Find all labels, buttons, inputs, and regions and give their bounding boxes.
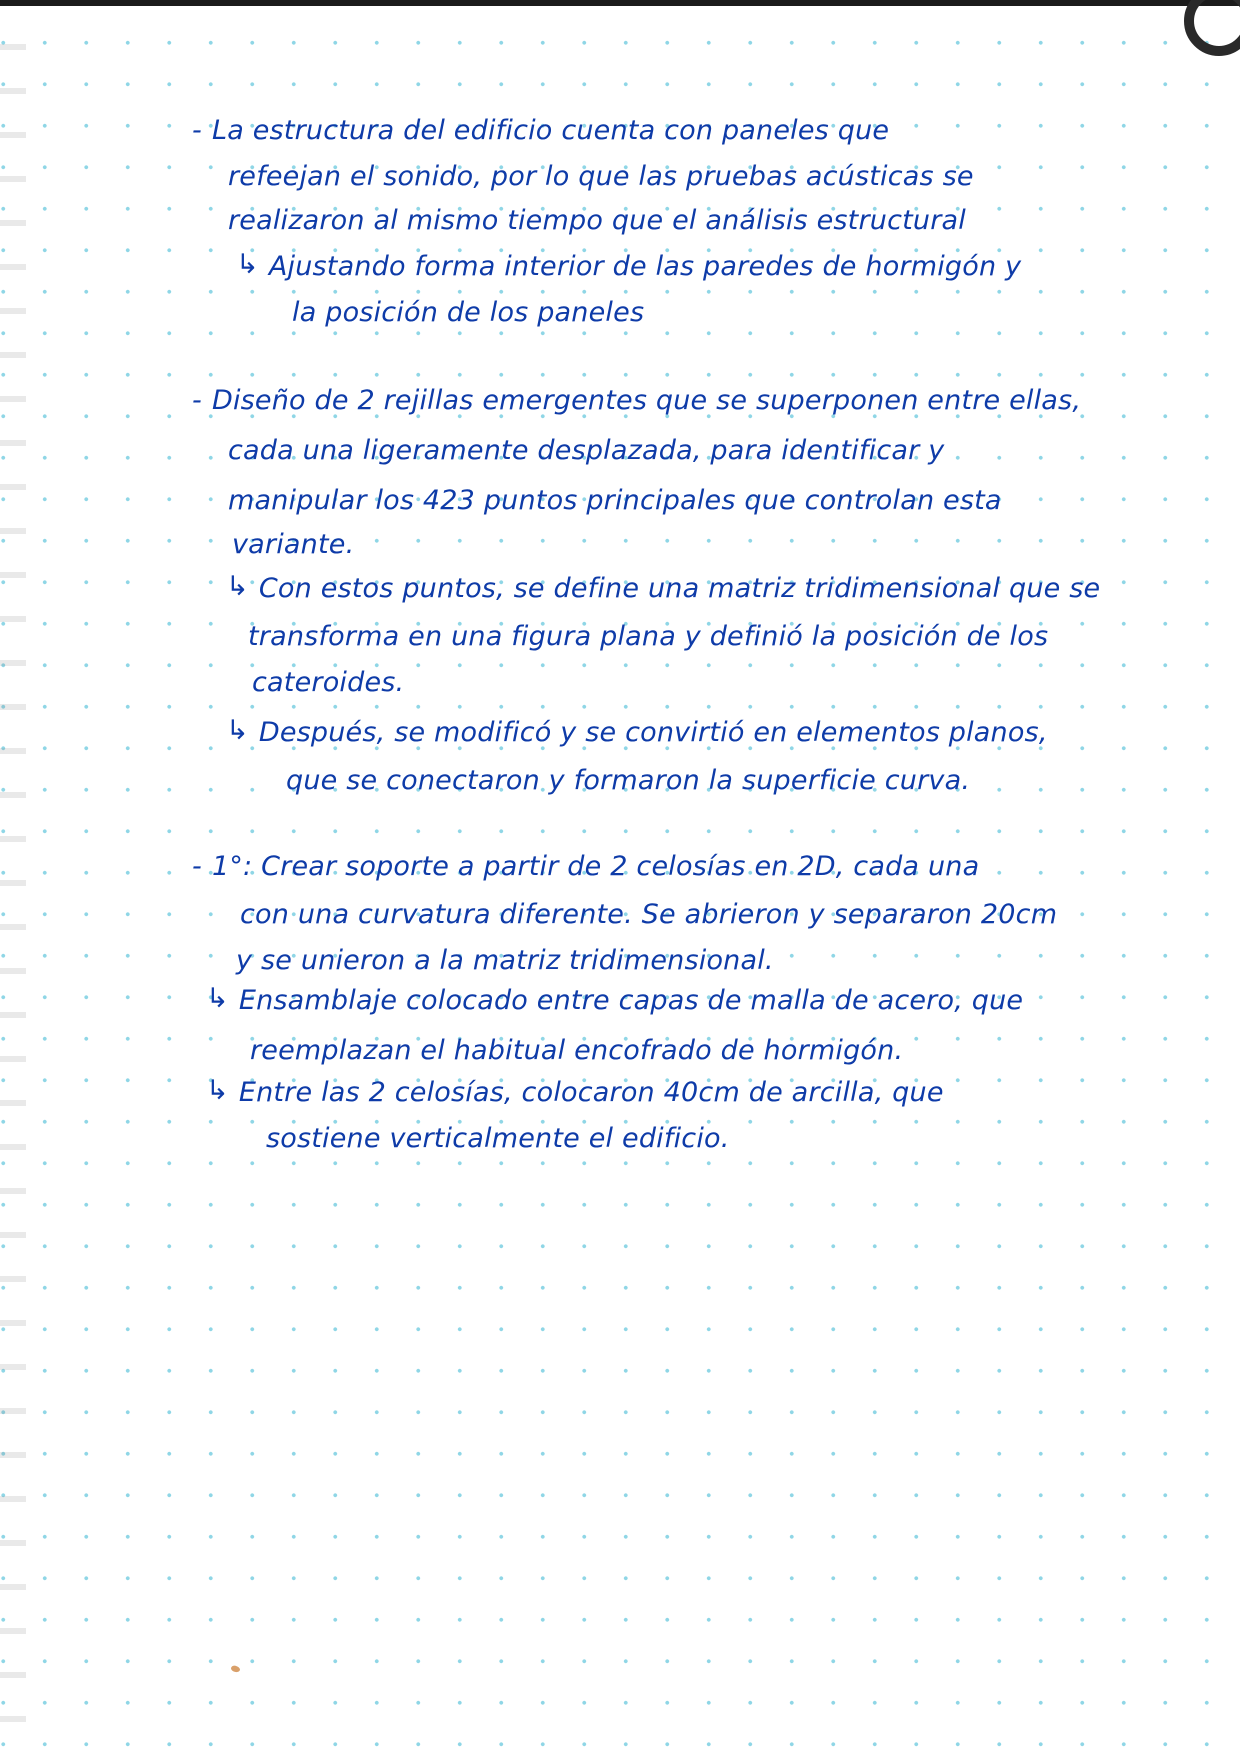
section1-sub1-line1	[236, 250, 1021, 284]
section2-line1	[192, 384, 1081, 418]
section1-line3: realizaron al mismo tiempo que el análisis estructural	[228, 205, 966, 236]
section2-sub1-line2: transforma en una figura plana y definió la posición de los	[248, 621, 1049, 652]
section2-line2: cada una ligeramente desplazada, para identificar y	[228, 435, 945, 466]
section1-line1	[192, 114, 889, 148]
section1-sub1-line2: la posición de los paneles	[292, 297, 645, 328]
section3-sub2-line1-text: Entre las 2 celosías, colocaron 40cm de arcilla, que	[238, 1077, 944, 1108]
arrow-icon: ↳	[206, 983, 229, 1014]
section3-line2: con una curvatura diferente. Se abrieron y separaron 20cm	[240, 899, 1058, 930]
arrow-icon: ↳	[206, 1075, 229, 1106]
section2-line1-text: Diseño de 2 rejillas emergentes que se superponen entre ellas,	[211, 385, 1082, 416]
bullet-dash: -	[192, 385, 202, 416]
section3-line1-text: 1°: Crear soporte a partir de 2 celosías en 2D, cada una	[211, 851, 980, 882]
section3-sub2-line1	[206, 1076, 944, 1110]
section3-sub1-line1-text: Ensamblaje colocado entre capas de malla de acero, que	[238, 985, 1024, 1016]
arrow-icon: ↳	[226, 571, 249, 602]
section2-sub2-line1-text: Después, se modificó y se convirtió en elementos planos,	[258, 717, 1048, 748]
section2-sub1-line1	[226, 572, 1100, 606]
section2-sub2-line1	[226, 716, 1048, 750]
bullet-dash: -	[192, 851, 202, 882]
section3-sub1-line1	[206, 984, 1023, 1018]
section3-sub1-line2: reemplazan el habitual encofrado de hormigón.	[250, 1035, 904, 1066]
section2-sub1-line1-text: Con estos puntos, se define una matriz tridimensional que se	[258, 573, 1101, 604]
section1-line1-text: La estructura del edificio cuenta con paneles que	[211, 115, 890, 146]
bullet-dash: -	[192, 115, 202, 146]
section3-line1	[192, 850, 979, 884]
section2-sub2-line2: que se conectaron y formaron la superficie curva.	[286, 765, 971, 796]
section2-line4: variante.	[232, 529, 355, 560]
arrow-icon: ↳	[226, 715, 249, 746]
section2-sub1-line3: cateroides.	[252, 667, 405, 698]
arrow-icon: ↳	[236, 249, 259, 280]
section1-line2: refeejan el sonido, por lo que las pruebas acústicas se	[228, 161, 974, 192]
section1-sub1-line1-text: Ajustando forma interior de las paredes de hormigón y	[268, 251, 1022, 282]
section2-line3: manipular los 423 puntos principales que controlan esta	[228, 485, 1002, 516]
section3-line3: y se unieron a la matriz tridimensional.	[236, 945, 774, 976]
section3-sub2-line2: sostiene verticalmente el edificio.	[266, 1123, 730, 1154]
